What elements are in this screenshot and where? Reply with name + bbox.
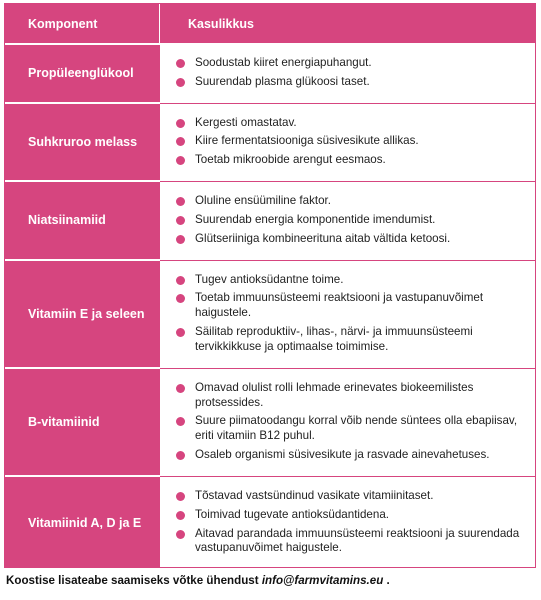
bullet-icon xyxy=(176,384,185,393)
footer-end: . xyxy=(383,574,390,587)
header-benefit: Kasulikkus xyxy=(188,17,255,31)
benefit-text: Tugev antioksüdantne toime. xyxy=(195,272,344,286)
component-name: Vitamiinid A, D ja E xyxy=(5,476,160,568)
component-name: Niatsiinamiid xyxy=(5,181,160,258)
bullet-icon xyxy=(176,328,185,337)
benefit-list xyxy=(160,103,535,180)
list-item xyxy=(176,508,521,523)
benefit-text: Toimivad tugevate antioksüdantidena. xyxy=(195,507,390,521)
table-row xyxy=(5,367,535,475)
bullet-icon xyxy=(176,216,185,225)
table-row xyxy=(5,43,535,102)
list-item xyxy=(176,194,521,209)
component-name: Propüleenglükool xyxy=(5,44,160,102)
bullet-icon xyxy=(176,156,185,165)
benefit-list xyxy=(160,368,535,475)
list-item xyxy=(176,213,521,228)
benefit-text: Suure piimatoodangu korral võib nende süntees olla ebapiisav, eriti vitamiin B12 puhul. xyxy=(195,414,518,443)
component-name: Vitamiin E ja seleen xyxy=(5,260,160,367)
list-item xyxy=(176,153,521,168)
list-item xyxy=(176,325,521,355)
benefit-text: Tõstavad vastsündinud vasikate vitamiinitaset. xyxy=(195,488,434,502)
benefit-text: Omavad olulist rolli lehmade erinevates biokeemilistes protsessides. xyxy=(195,380,474,409)
benefit-text: Osaleb organismi süsivesikute ja rasvade ainevahetuses. xyxy=(195,448,490,462)
benefit-text: Aitavad parandada immuunsüsteemi reaktsiooni ja suurendada vastupanuvõimet haigustele. xyxy=(195,526,520,555)
table-row xyxy=(5,180,535,258)
benefit-text: Glütseriiniga kombineerituna aitab vältida ketoosi. xyxy=(195,231,451,245)
benefit-text: Toetab immuunsüsteemi reaktsiooni ja vastupanuvõimet haigustele. xyxy=(195,291,484,320)
bullet-icon xyxy=(176,451,185,460)
benefit-list xyxy=(160,44,535,102)
list-item xyxy=(176,134,521,149)
benefit-list xyxy=(160,260,535,367)
list-item xyxy=(176,414,521,444)
list-item xyxy=(176,75,521,90)
component-name: B-vitamiinid xyxy=(5,368,160,475)
benefit-text: Säilitab reproduktiiv-, lihas-, närvi- ja immuunsüsteemi tervikkikkuse ja optimaalse toimimise. xyxy=(195,325,473,353)
table-header xyxy=(5,4,535,43)
bullet-icon xyxy=(176,492,185,501)
list-item xyxy=(176,232,521,247)
list-item xyxy=(176,56,521,71)
list-item xyxy=(176,116,521,131)
bullet-icon xyxy=(176,511,185,520)
list-item xyxy=(176,489,521,504)
list-item xyxy=(176,291,521,321)
list-item xyxy=(176,273,521,288)
bullet-icon xyxy=(176,294,185,303)
bullet-icon xyxy=(176,235,185,244)
bullet-icon xyxy=(176,137,185,146)
bullet-icon xyxy=(176,276,185,285)
list-item xyxy=(176,448,521,463)
bullet-icon xyxy=(176,59,185,68)
footer-text: Koostise lisateabe saamiseks võtke ühendust xyxy=(6,574,262,587)
benefit-list xyxy=(160,181,535,258)
list-item xyxy=(176,381,521,411)
bullet-icon xyxy=(176,417,185,426)
benefit-text: Suurendab plasma glükoosi taset. xyxy=(195,74,370,88)
bullet-icon xyxy=(176,197,185,206)
benefit-text: Kiire fermentatsiooniga süsivesikute allikas. xyxy=(195,134,419,148)
benefit-text: Toetab mikroobide arengut eesmaos. xyxy=(195,153,386,167)
component-table xyxy=(4,3,536,568)
benefit-text: Oluline ensüümiline faktor. xyxy=(195,194,331,208)
list-item xyxy=(176,527,521,557)
bullet-icon xyxy=(176,530,185,539)
bullet-icon xyxy=(176,78,185,87)
benefit-list xyxy=(160,476,535,568)
header-component: Komponent xyxy=(5,4,160,43)
table-body xyxy=(5,43,535,568)
benefit-text: Suurendab energia komponentide imendumist. xyxy=(195,212,436,226)
table-row xyxy=(5,102,535,180)
component-name: Suhkruroo melass xyxy=(5,103,160,180)
footer-email[interactable]: info@farmvitamins.eu xyxy=(261,574,384,587)
table-row xyxy=(5,259,535,367)
benefit-text: Kergesti omastatav. xyxy=(195,115,297,129)
contact-footer xyxy=(6,574,390,587)
benefit-text: Soodustab kiiret energiapuhangut. xyxy=(195,56,372,69)
table-row xyxy=(5,475,535,568)
bullet-icon xyxy=(176,119,185,128)
